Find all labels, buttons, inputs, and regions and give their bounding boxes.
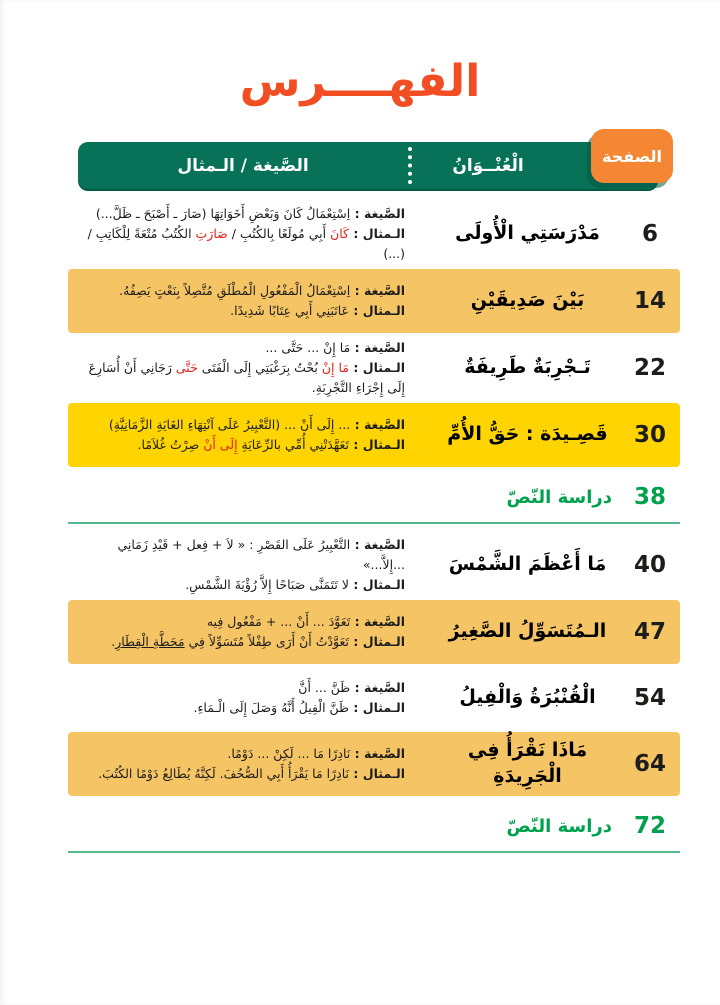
lesson-title: مَدْرَسَتِي الْأُولَى	[455, 222, 600, 245]
lesson-description	[68, 678, 435, 718]
example-line	[72, 698, 405, 718]
text-segment: اِسْتِعْمَالُ كَانَ وَبَعْضِ أَخَوَاتِهَا (صَارَ ـ أَصْبَحَ ـ ظَلَّ...)	[95, 206, 351, 221]
lesson-description	[68, 204, 435, 264]
lesson-title: قَصِـيدَة : حَقُّ الأُمِّ	[447, 423, 608, 446]
page-number: 47	[633, 619, 666, 645]
example-label: الـمثال :	[349, 766, 405, 781]
section-divider-line	[68, 522, 680, 524]
example-line	[72, 435, 405, 455]
form-line	[72, 204, 405, 224]
text-segment: .	[111, 634, 116, 649]
page-number: 6	[641, 221, 658, 247]
example-line	[72, 575, 405, 595]
study-row	[68, 477, 680, 517]
header-bar	[78, 142, 663, 189]
form-label: الصَّيغة :	[350, 417, 405, 432]
text-segment: حَتَّى	[175, 360, 198, 375]
lesson-title: تَـجْرِبَةٌ طَرِيفَةٌ	[464, 356, 591, 379]
toc-row	[68, 269, 680, 333]
toc-row	[68, 335, 680, 401]
form-line	[72, 415, 405, 435]
lesson-description	[68, 744, 435, 784]
table-header	[68, 129, 680, 189]
toc-row	[68, 201, 680, 267]
example-line	[72, 764, 405, 784]
study-label: دراسة النّصّ	[506, 815, 612, 837]
page-number: 40	[633, 552, 666, 578]
example-line	[72, 301, 405, 321]
lesson-description	[68, 612, 435, 652]
form-line	[72, 612, 405, 632]
text-segment: الكُتُبُ مُتْعَةً لِلْكَاتِبِ / (...)	[87, 226, 405, 261]
lesson-title: مَا أَعْظَمَ الشَّمْسَ	[448, 553, 607, 576]
toc-row	[68, 403, 680, 467]
example-label: الـمثال :	[349, 303, 405, 318]
text-segment: رَجَانِي أَنْ أُسَارِعَ إِلَى إِجْرَاءِ التَّجْرِبَةِ.	[88, 360, 405, 395]
text-segment: نَادِرًا مَا يَقْرَأُ أَبِي الصُّحُفَ. لَكِنَّهُ يُطَالِعُ دَوْمًا الكُتُبَ.	[98, 766, 350, 781]
text-segment: التَّعْبِيرُ عَلَى القَصْرِ : « لاَ + فِعل + قَيْدِ زَمَانِي ...إِلاَّ...»	[117, 537, 405, 572]
lesson-title: بَيْنَ صَدِيقَيْنِ	[470, 289, 585, 312]
page-number: 14	[633, 288, 666, 314]
form-line	[72, 678, 405, 698]
form-line	[72, 535, 405, 575]
study-row	[68, 806, 680, 846]
text-segment: صَارَتِ	[195, 226, 228, 241]
text-segment: تَعَوَّدْتُ أَنْ أَرَى طِفْلاً مُتَسَوِّلاً فِي	[184, 634, 350, 649]
text-segment: نَادِرًا مَا ... لَكِنْ ... دَوْمًا.	[227, 746, 351, 761]
toc-content	[68, 129, 680, 853]
example-label: الـمثال :	[349, 437, 405, 452]
column-header-page: الصفحة	[591, 129, 673, 183]
text-segment: مَا إِنْ ... حَتَّى ...	[265, 340, 351, 355]
text-segment: تَعَهَّدَتْنِي أُمِّي بالرِّعَايَةِ	[237, 437, 350, 452]
lesson-title: الـمُتَسَوِّلُ الصَّغِيرُ	[448, 620, 607, 643]
text-segment: عَاتَبَنِي أَبِي عِتَابًا شَدِيدًا.	[230, 303, 350, 318]
toc-rows	[68, 201, 680, 853]
form-label: الصَّيغة :	[350, 614, 405, 629]
study-label: دراسة النّصّ	[506, 486, 612, 508]
page-title: الفهــــرس	[239, 56, 481, 107]
text-segment: لا تَتَمَنَّى صَبَاحًا إِلاَّ رُؤْيَةَ الشَّمْسِ.	[185, 577, 350, 592]
example-label: الـمثال :	[349, 634, 405, 649]
text-segment: ... إِلَى أَنْ ... (التَّعْبِيرُ عَلَى آنْتِهَاءِ الغَايَةِ الزَّمَانِيَّةِ)	[108, 417, 351, 432]
text-segment: مَا إِنْ	[321, 360, 350, 375]
example-line	[72, 632, 405, 652]
example-label: الـمثال :	[349, 226, 405, 241]
form-line	[72, 281, 405, 301]
text-segment: كَانَ	[330, 226, 350, 241]
text-segment: مَحَطَّةِ الْقِطَارِ	[115, 634, 185, 649]
lesson-description	[68, 338, 435, 398]
text-segment: أَبِي مُولَعًا بِالكُتُبِ /	[227, 226, 331, 241]
form-label: الصَّيغة :	[350, 340, 405, 355]
page-number: 72	[633, 813, 666, 839]
page-number: 64	[633, 751, 666, 777]
form-line	[72, 338, 405, 358]
text-segment: إِلَى أَنْ	[203, 437, 238, 452]
column-header-title: الْعُنْــوَانُ	[452, 155, 524, 176]
page-number: 22	[633, 355, 666, 381]
text-segment: ظَنَّ الْفِيلُ أَنَّهُ وَصَلَ إِلَى الْـمَاءِ.	[193, 700, 350, 715]
form-label: الصَّيغة :	[350, 746, 405, 761]
page-number: 54	[633, 685, 666, 711]
example-label: الـمثال :	[349, 700, 405, 715]
text-segment: ظَنَّ ... أَنَّ	[298, 680, 351, 695]
text-segment: اِسْتِعْمَالُ الْمَفْعُولِ الْمُطْلَقِ مُتَّصِلاً بِنَعْتٍ يَصِفُهُ.	[119, 283, 351, 298]
text-segment: تَعَوَّدَ ... أَنْ ... + مَفْعُول فِيه	[206, 614, 351, 629]
page-number: 30	[633, 422, 666, 448]
example-line	[72, 358, 405, 398]
toc-row	[68, 732, 680, 796]
form-label: الصَّيغة :	[350, 680, 405, 695]
form-line	[72, 744, 405, 764]
section-divider-line	[68, 851, 680, 853]
page-number: 38	[633, 484, 666, 510]
lesson-title: الْقُنْبُرَةُ وَالْفِيلُ	[459, 686, 596, 709]
text-segment: بُحْتُ بِرَغْبَتِي إِلَى الْفَتَى	[197, 360, 322, 375]
lesson-description	[68, 415, 435, 455]
toc-row	[68, 666, 680, 730]
example-label: الـمثال :	[349, 360, 405, 375]
text-segment: صِرْتُ غُلاَمًا.	[137, 437, 204, 452]
lesson-title: مَاذَا نَقْرَأُ فِي الْجَرِيدَةِ	[467, 739, 588, 787]
lesson-description	[68, 281, 435, 321]
form-label: الصَّيغة :	[350, 283, 405, 298]
form-label: الصَّيغة :	[350, 537, 405, 552]
toc-row	[68, 600, 680, 664]
toc-row	[68, 532, 680, 598]
form-label: الصَّيغة :	[350, 206, 405, 221]
lesson-description	[68, 535, 435, 595]
example-label: الـمثال :	[349, 577, 405, 592]
column-header-form-example: الصَّيغة / الـمثال	[177, 155, 309, 176]
example-line	[72, 224, 405, 264]
